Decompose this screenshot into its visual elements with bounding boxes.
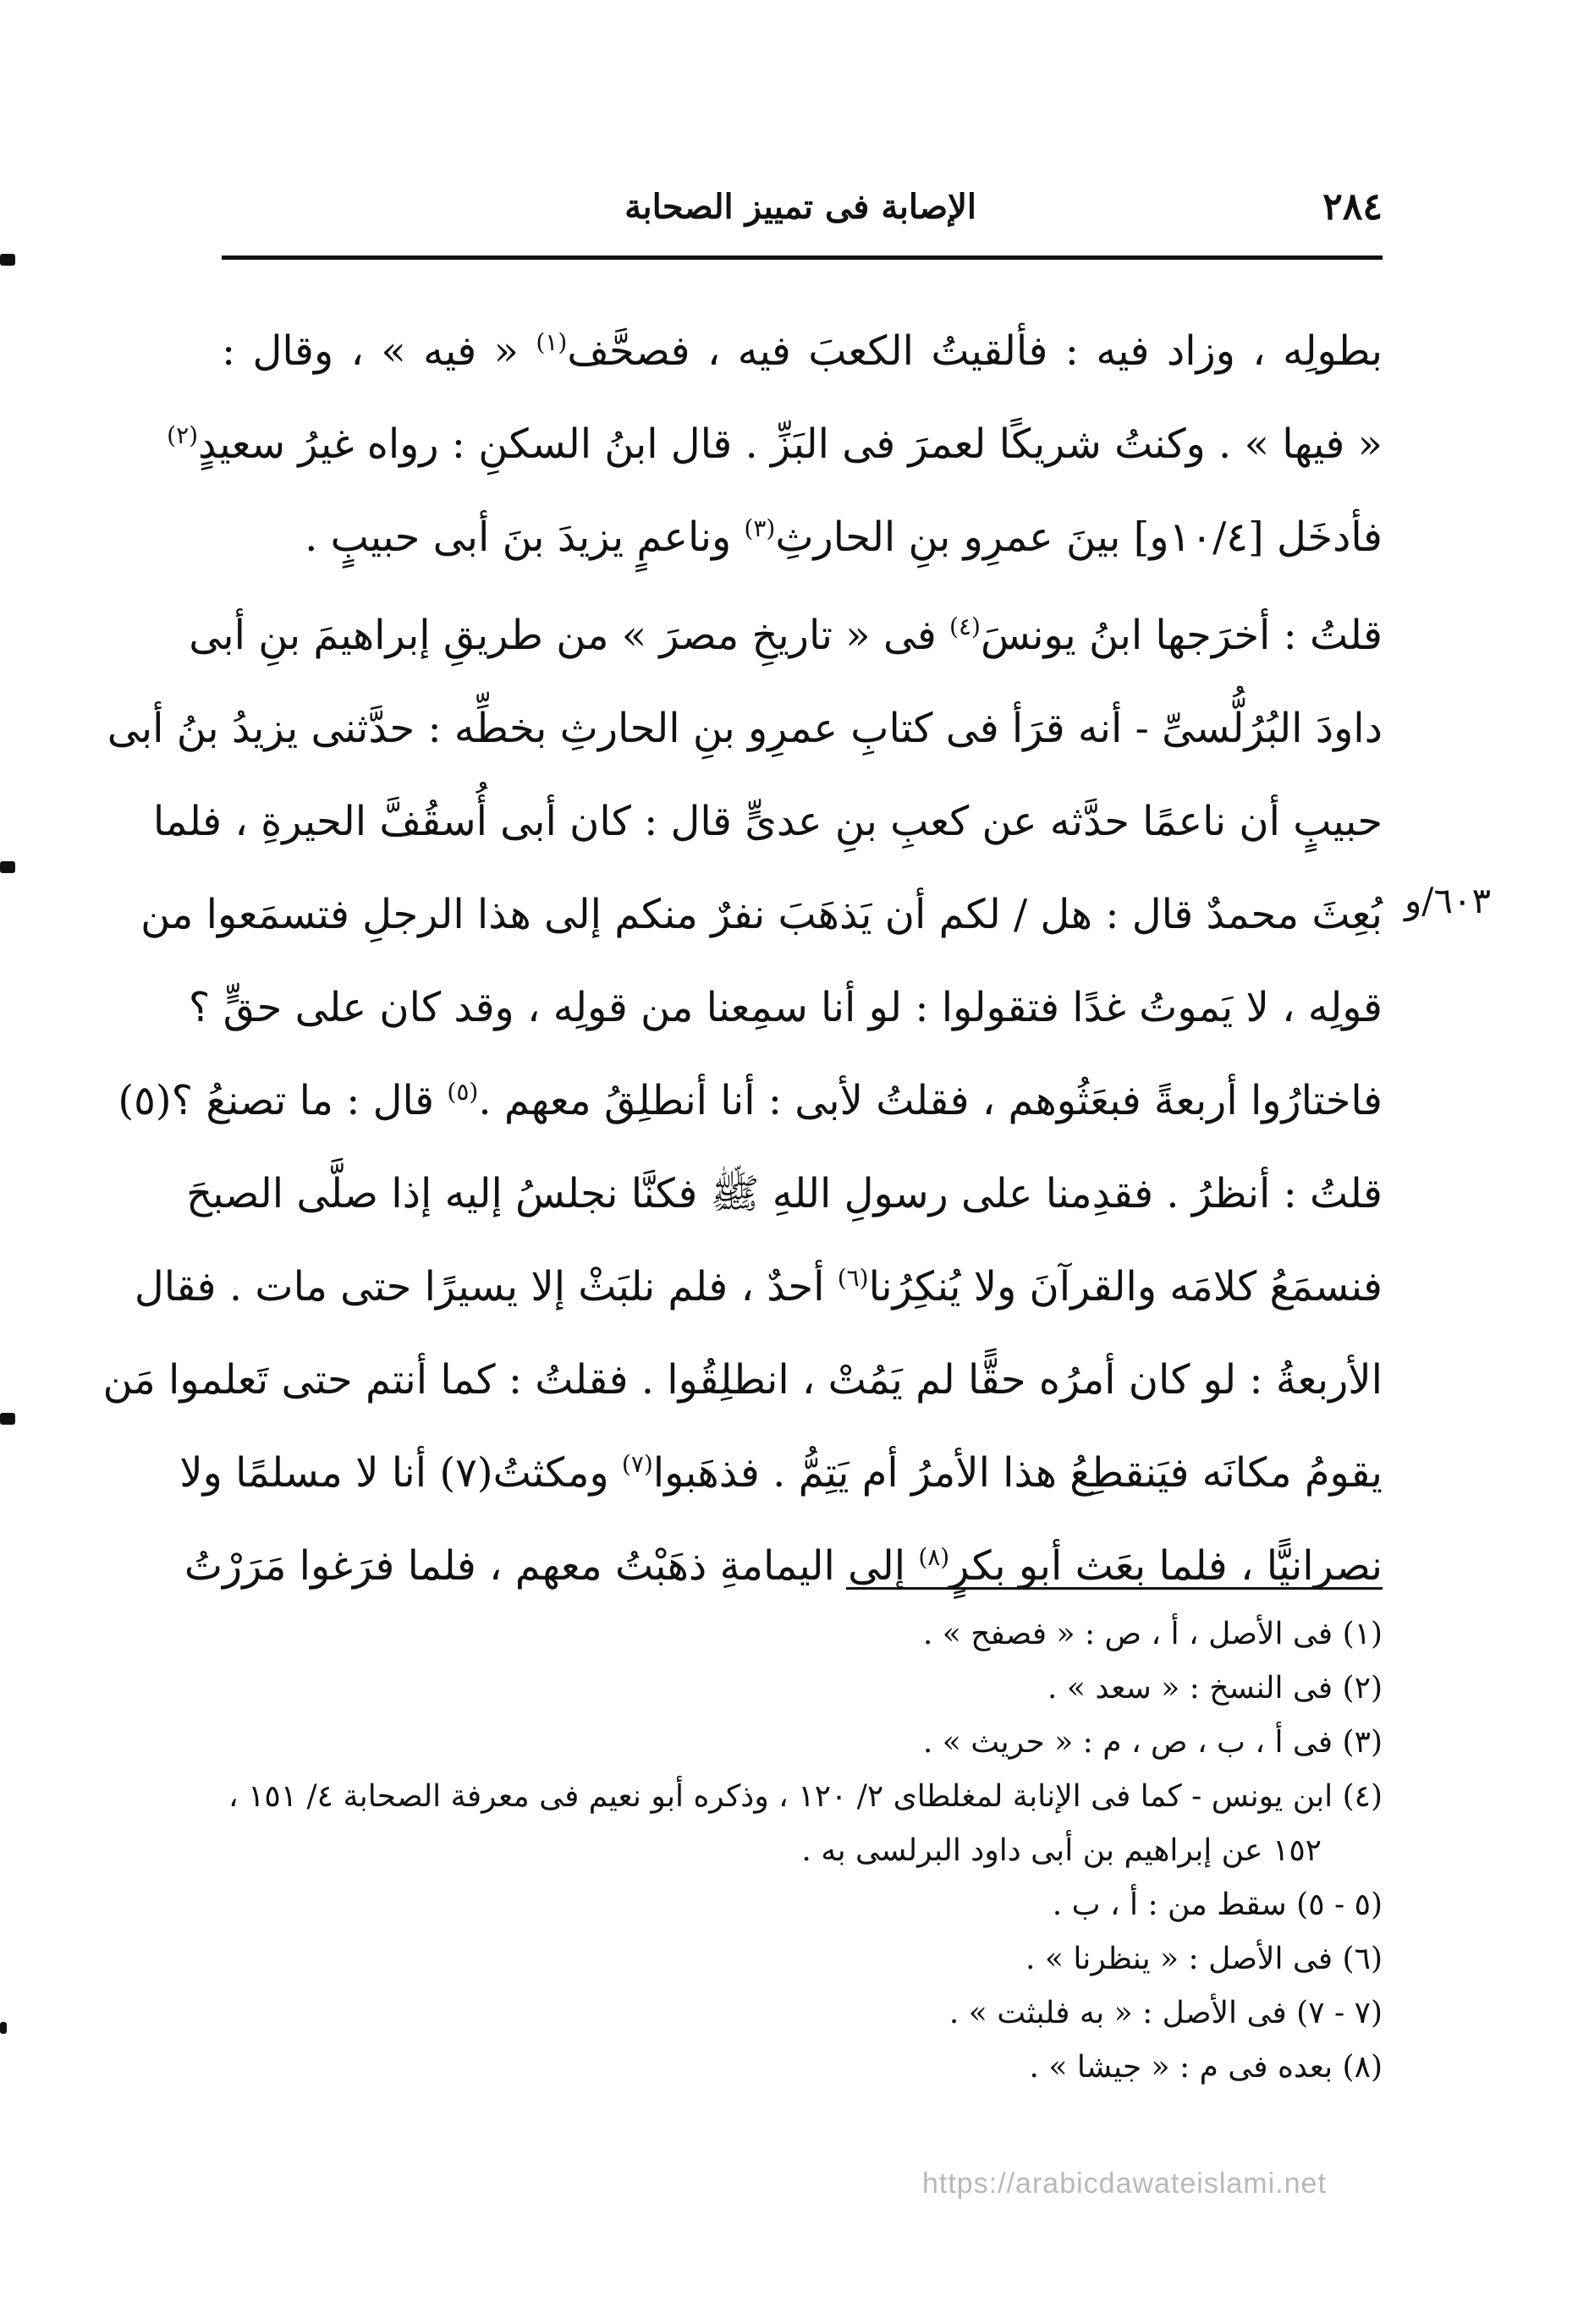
body-line-text: قلتُ : أنظرُ . فقدِمنا على رسولِ اللهِ ﷺ فكنَّا نجلسُ إليه إذا صلَّى الصبحَ [186,1170,1383,1217]
footnote: (٢) فى النسخ : « سعد » . [1047,1671,1383,1706]
footnote-marker: (٧) [621,1450,653,1478]
footnote-marker: (١) [536,328,568,356]
footnote-marker: (٥) [447,1078,479,1106]
footnote: (٤) ابن يونس - كما فى الإنابة لمغلطاى ٢/ ١٢٠ ، وذكره أبو نعيم فى معرفة الصحابة ٤/ ١٥١ ، [228,1779,1383,1814]
body-line [152,775,1383,868]
footnote: (٦) فى الأصل : « ينظرنا » . [1025,1942,1383,1976]
body-line-text: فنسمَعُ كلامَه والقرآنَ ولا يُنكِرُنا [868,1263,1383,1310]
body-line-text: يقومُ مكانَه فيَنقطِعُ هذا الأمرُ أم يَتِمُّ . فذهَبوا [652,1449,1383,1497]
running-header [222,182,1383,233]
body-line [184,1519,1383,1613]
body-line-text: داودَ البُرُلُّسىِّ - أنه قرَأ فى كتابِ عمرِو بنِ الحارثِ بخطِّه : حدَّثنى يزيدُ بنُ أبى [107,705,1383,752]
body-line-text: بطولِه ، وزاد فيه : فألقيتُ الكعبَ فيه ، فصحَّف [567,327,1383,375]
footnote-marker: (٢) [167,421,199,449]
body-line [167,398,1383,491]
body-line [107,682,1383,775]
scan-mark [0,2022,7,2034]
running-title: الإصابة فى تمييز الصحابة [624,187,976,227]
scan-mark [0,254,15,266]
header-rule [222,255,1383,260]
body-line [134,1240,1383,1333]
body-line [186,1147,1383,1240]
footnote-marker: (٤) [949,613,981,640]
body-line-text: قولِه ، لا يَموتُ غدًا فتقولوا : لو أنا سمِعنا من قولِه ، وقد كان على حقٍّ ؟ [188,984,1383,1031]
scan-mark [0,1413,15,1425]
footnotes [222,1607,1383,2095]
body-text [102,305,1383,1613]
body-line-text: أحدٌ ، فلم نلبَثْ إلا يسيرًا حتى مات . فقال [134,1263,838,1310]
body-line-text: نصرانيًّا ، فلما بعَث أبو بكرٍ [949,1542,1383,1590]
body-line [140,868,1383,961]
body-line-text: وناعمٍ يزيدَ بنَ أبى حبيبٍ . [305,514,745,561]
body-line [102,1333,1383,1426]
footnote-rule [846,1587,1383,1590]
body-line-text: قلتُ : أخرَجها ابنُ يونسَ [980,612,1383,659]
body-line-text: « فيها » . وكنتُ شريكًا لعمرَ فى البَزِّ . قال ابنُ السكنِ : رواه غيرُ سعيدٍ [198,420,1383,468]
footnote: (٧ - ٧) فى الأصل : « به فلبثت » . [948,1996,1383,2030]
body-line [222,491,1383,584]
body-line-text: فأدخَل [١٠/٤و] بينَ عمرِو بنِ الحارثِ [775,514,1383,561]
watermark: https://arabicdawateislami.net [922,2167,1327,2200]
body-line-text: ومكثتُ(٧) أنا لا مسلمًا ولا [179,1449,622,1497]
body-line-text: إلى اليمامةِ ذهَبْتُ معهم ، فلما فرَغوا مَرَرْتُ [184,1542,919,1590]
body-line [188,961,1383,1054]
footnote: (٥ - ٥) سقط من : أ ، ب . [1052,1887,1383,1922]
body-line-text: حبيبٍ أن ناعمًا حدَّثه عن كعبِ بنِ عدىٍّ قال : كان أبى أُسقُفَّ الحيرةِ ، فلما [152,798,1383,845]
footnote: (١) فى الأصل ، أ ، ص : « فصفح » . [922,1617,1383,1651]
body-line-text: فاختارُوا أربعةً فبعَثُوهم ، فقلتُ لأبى : أنا أنطلِقُ معهم . [478,1077,1383,1124]
margin-note: ٦٠٣/و [1405,880,1492,921]
body-line [118,1054,1383,1147]
footnote-marker: (٨) [918,1543,950,1571]
body-line-text: بُعِثَ محمدٌ قال : هل / لكم أن يَذهَبَ نفرٌ منكم إلى هذا الرجلِ فتسمَعوا من [140,891,1383,938]
body-line-text: « فيه » ، وقال : [222,327,536,375]
footnote: ١٥٢ عن إبراهيم بن أبى داود البرلسى به . [801,1833,1322,1868]
body-line-text: قال : ما تصنعُ ؟(٥) [118,1077,448,1124]
body-line [179,1426,1383,1519]
body-line-text: فى « تاريخِ مصرَ » من طريقِ إبراهيمَ بنِ أبى [189,612,950,659]
footnote: (٨) بعده فى م : « جيشا » . [1029,2050,1383,2085]
footnote-marker: (٦) [837,1264,869,1292]
body-line [222,305,1383,398]
page-number: ٢٨٤ [1322,185,1383,228]
footnote-marker: (٣) [744,514,776,542]
scan-mark [0,861,15,873]
footnote: (٣) فى أ ، ب ، ص ، م : « حريث » . [922,1725,1383,1760]
body-line-text: الأربعةُ : لو كان أمرُه حقًّا لم يَمُتْ ، انطلِقُوا . فقلتُ : كما أنتم حتى تَعلموا مَن [102,1356,1383,1404]
body-line [189,589,1383,682]
